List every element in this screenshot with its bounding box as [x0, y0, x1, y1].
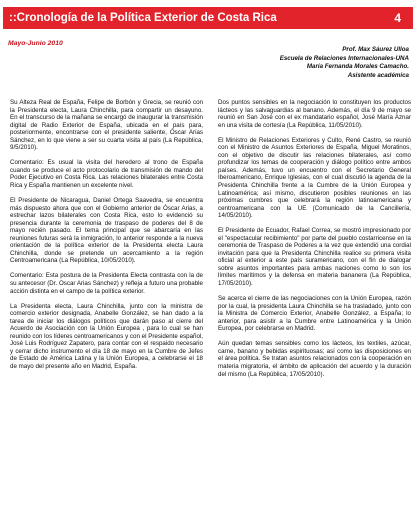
paragraph: El Presidente de Nicaragua, Daniel Ortega Saavedra, se encuentra más dispuesto ahora que con el Gobierno anterior de Óscar Arias, a estrechar lazos bilaterales con Costa Rica, esto lo evidenció su presencia durante la ceremonia de traspaso de poderes del 8 de mayo recién pasado. El tema principal que se abarcaría en las reuniones futuras será la inmigración, lo anterior responde a la nueva orientación de la política exterior de la Presidenta electa Laura Chinchilla, donde se pretende un acercamiento a la región Centroamericana (La República, 10/05/2010).: [10, 197, 203, 265]
header-title: ::Cronología de la Política Exterior de Costa Rica: [9, 12, 277, 24]
paragraph: Aún quedan temas sensibles como los lácteos, los textiles, azúcar, carne, banano y bebidas espirituosas; así como las disposiciones en el área política. Se tratan asuntos relacionados con la cooperación en materia migratoria, el ámbito de aplicación del acuerdo y la duración del mismo (La República, 17/05/2010).: [218, 340, 411, 378]
page-number: 4: [394, 11, 401, 25]
author-name: Prof. Max Sáurez Ulloa: [342, 46, 409, 53]
left-column: [10, 99, 203, 378]
author-block: [280, 46, 409, 80]
header-banner: [3, 7, 413, 29]
paragraph: El Ministro de Relaciones Exteriores y Culto, René Castro, se reunió con el Ministro de Asuntos Exteriores de España, Miguel Moratinos, con el objetivo de discutir las relaciones bilaterales, así como profundizar los temas de cooperación y diálogo político entre ambos países. Además, tuvo un encuentro con el Secretario General Iberoamericano, Enrique Iglesias, con el cual discutió la agenda de la Presidenta Chinchilla frente a la Cumbre de la Unión Europea y Latinoamérica; así mismo, discutieron posibles reuniones en las próximas cumbres que celebrará la región latinoamericana y centroamericana con la UE (Comunicado de la Cancillería, 14/05/2010).: [218, 136, 411, 220]
paragraph: El Presidente de Ecuador, Rafael Correa, se mostró impresionado por el "espectacular recibimiento" por parte del pueblo costarricense en la ceremonia de Traspaso de Poderes a la vez que extendió una cordial invitación para que la Presidenta Chinchilla realice su primera visita oficial al exterior a este país suramericano, con el fin de dialogar sobre asuntos importantes para ambas naciones como lo son los límites marítimos y la defensa en materia bananera (La República, 17/05/2010).: [218, 227, 411, 288]
issue-date: Mayo-Junio 2010: [8, 40, 63, 47]
right-column: [218, 99, 411, 386]
paragraph: La Presidenta electa, Laura Chinchilla, junto con la ministra de comercio exterior designada, Anabelle González, se han dado a la tarea de iniciar los diálogos políticos que darán paso al cierre del Acuerdo de Asociación con la Unión Europea , para lo cual se han reunido con los líderes centroamericanos y con el Presidente español, José Luis Rodríguez Zapatero, para contar con el respaido necesario y cerrar dicho instrumento el día 18 de mayo en la Cumbre de Jefes de Estado de América Latina y la Unión Europea, a celebrarse el 18 de mayo del presente año en Madrid, España.: [10, 302, 203, 370]
assistant-role: Asistente académica: [347, 71, 409, 79]
paragraph: Dos puntos sensibles en la negociación lo constituyen los productos lácteos y las salvaguardias al banano. Además, el día 9 de mayo se reunió en San José con el ex mandatario español, José María Aznar en una visita de cortesía (La República, 11/05/2010).: [218, 99, 411, 129]
paragraph: Su Alteza Real de España, Felipe de Borbón y Grecia, se reunió con la Presidenta electa, Laura Chinchilla, para compartir un desayuno. En el transcurso de la mañana se encargó de inaugurar la transmisión digital de Radio Exterior de España, ubicada en el país para, posteriormente, encontrarse con el presidente saliente, Óscar Arias Sánchez, en lo que viene a ser su cuarta visita al país (La República, 9/5/2010).: [10, 99, 203, 152]
paragraph: Se acerca el cierre de las negociaciones con la Unión Europea, razón por la cual, la presidenta Laura Chinchilla se ha trasladado, junto con la Ministra de Comercio Exterior, Anabelle González, a España; lo anterior, para asistir a la Cumbre entre Latinoamérica y la Unión Europea, por celebrarse en Madrid.: [218, 295, 411, 333]
assistant-name: María Fernanda Morales Camacho.: [306, 63, 409, 71]
paragraph: Comentario: Es usual la visita del heredero al trono de España cuando se produce el acto protocolario de transmisión de mando del Poder Ejecutivo en Costa Rica. Las relaciones bilaterales entre Costa Rica y España mantienen un excelente nivel.: [10, 159, 203, 189]
paragraph: Comentario: Esta postura de la Presidenta Electa contrasta con la de su antecesor (Dr. Oscar Arias Sánchez) y refleja a futuro una probable acción distinta en el campo de la política exterior.: [10, 272, 203, 295]
author-school: Escuela de Relaciones Internacionales-UNA: [279, 54, 409, 62]
